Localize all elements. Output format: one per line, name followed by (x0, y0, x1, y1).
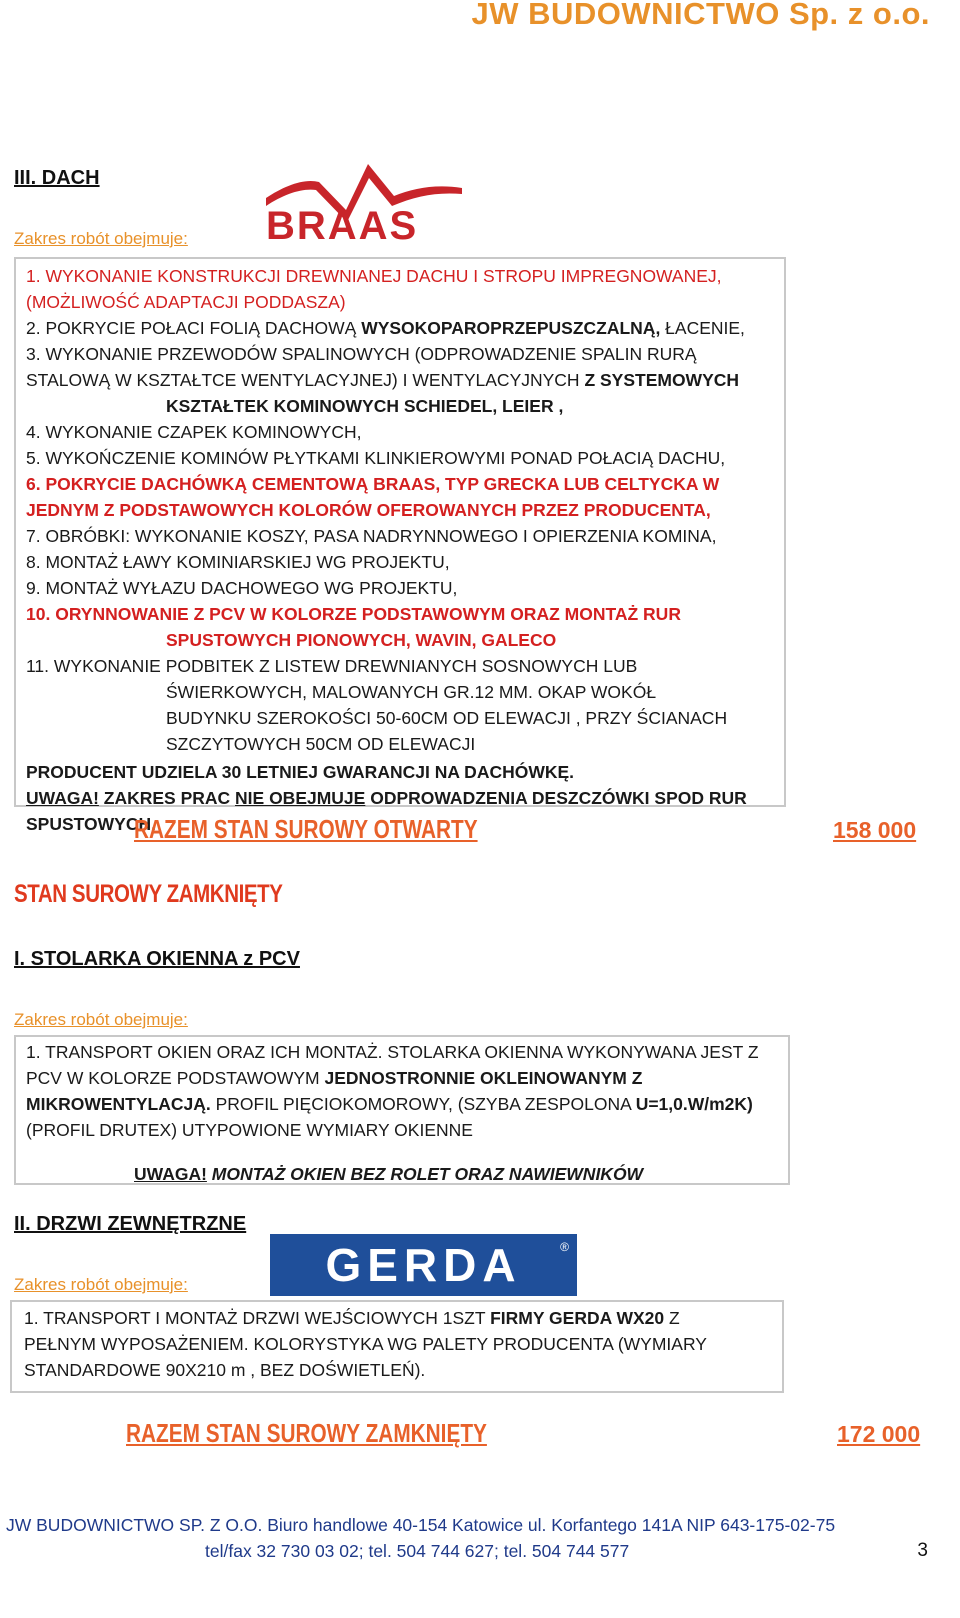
roof-line-11c: BUDYNKU SZEROKOŚCI 50-60CM OD ELEWACJI , PRZY ŚCIANACH (166, 708, 728, 728)
roof-line-3c: KSZTAŁTEK KOMINOWYCH SCHIEDEL, LEIER , (166, 396, 564, 416)
footer-phones: tel/fax 32 730 03 02; tel. 504 744 627; tel. 504 744 577 (205, 1541, 630, 1561)
windows-line-3-c: U=1,0.W/m2K) (635, 1094, 753, 1114)
roof-line-5: 5. WYKOŃCZENIE KOMINÓW PŁYTKAMI KLINKIEROWYMI PONAD POŁACIĄ DACHU, (26, 448, 726, 468)
roof-note-a: ZAKRES PRAC (98, 788, 236, 808)
roof-warranty: PRODUCENT UDZIELA 30 LETNIEJ GWARANCJI NA DACHÓWKĘ. (26, 762, 575, 782)
roof-line-6b: JEDNYM Z PODSTAWOWYCH KOLORÓW OFEROWANYCH PRZEZ PRODUCENTA, (26, 500, 711, 520)
roof-scope-label: Zakres robót obejmuje: (14, 229, 188, 248)
roof-note-b: NIE OBEJMUJE (235, 788, 366, 808)
roof-line-7: 7. OBRÓBKI: WYKONANIE KOSZY, PASA NADRYNNOWEGO I OPIERZENIA KOMINA, (26, 526, 717, 546)
windows-line-2-a: PCV W KOLORZE PODSTAWOWYM (26, 1068, 325, 1088)
windows-line-1: 1. TRANSPORT OKIEN ORAZ ICH MONTAŻ. STOLARKA OKIENNA WYKONYWANA JEST Z (26, 1042, 759, 1062)
total-open-value: 158 000 (833, 817, 917, 843)
roof-line-2 (26, 318, 745, 339)
gerda-logo (270, 1234, 577, 1296)
doors-line-3: STANDARDOWE 90X210 m , BEZ DOŚWIETLEŃ). (24, 1360, 426, 1380)
closed-state-heading: STAN SUROWY ZAMKNIĘTY (14, 880, 283, 908)
doors-line-1-b: FIRMY GERDA WX20 (490, 1308, 665, 1328)
windows-note (134, 1164, 643, 1185)
roof-line-3b-b: Z SYSTEMOWYCH (584, 370, 740, 390)
roof-line-6: 6. POKRYCIE DACHÓWKĄ CEMENTOWĄ BRAAS, TYP GRECKA LUB CELTYCKA W (26, 474, 720, 494)
roof-line-3: 3. WYKONANIE PRZEWODÓW SPALINOWYCH (ODPROWADZENIE SPALIN RURĄ (26, 344, 697, 364)
gerda-logo-text: GERDA (325, 1239, 522, 1291)
roof-line-8: 8. MONTAŻ ŁAWY KOMINIARSKIEJ WG PROJEKTU, (26, 552, 450, 572)
doors-scope-label: Zakres robót obejmuje: (14, 1275, 188, 1294)
roof-note (26, 788, 747, 809)
roof-line-4: 4. WYKONANIE CZAPEK KOMINOWYCH, (26, 422, 362, 442)
roof-line-10 (26, 604, 681, 625)
roof-line-10-a: 10. (26, 604, 56, 624)
registered-icon: ® (560, 1240, 569, 1254)
total-open-label: RAZEM STAN SUROWY OTWARTY (134, 814, 478, 844)
windows-line-2 (26, 1068, 642, 1089)
roof-line-1b: (MOŻLIWOŚĆ ADAPTACJI PODDASZA) (26, 292, 346, 312)
roof-note-c: ODPROWADZENIA DESZCZÓWKI SPOD RUR (365, 788, 747, 808)
doors-line-2: PEŁNYM WYPOSAŻENIEM. KOLORYSTYKA WG PALETY PRODUCENTA (WYMIARY (24, 1334, 707, 1354)
braas-logo-text: BRAAS (266, 204, 419, 248)
windows-line-3-a: MIKROWENTYLACJĄ. (26, 1094, 211, 1114)
roof-line-10b: SPUSTOWYCH PIONOWYCH, WAVIN, GALECO (166, 630, 557, 650)
windows-note-label: UWAGA! (134, 1164, 207, 1184)
footer-address: JW BUDOWNICTWO SP. Z O.O. Biuro handlowe 40-154 Katowice ul. Korfantego 141A NIP 643-175-02-75 (6, 1515, 836, 1535)
company-header: JW BUDOWNICTWO Sp. z o.o. (471, 0, 930, 31)
roof-note-label: UWAGA! (26, 788, 99, 808)
windows-line-2-b: JEDNOSTRONNIE OKLEINOWANYM Z (324, 1068, 643, 1088)
windows-scope-label: Zakres robót obejmuje: (14, 1010, 188, 1029)
roof-line-3b (26, 370, 739, 391)
roof-line-11d: SZCZYTOWYCH 50CM OD ELEWACJI (166, 734, 476, 754)
windows-line-4: (PROFIL DRUTEX) UTYPOWIONE WYMIARY OKIENNE (26, 1120, 473, 1140)
roof-line-2-b: WYSOKOPAROPRZEPUSZCZALNĄ, (361, 318, 661, 338)
roof-line-2-a: 2. POKRYCIE POŁACI FOLIĄ DACHOWĄ (26, 318, 362, 338)
doors-line-1-c: Z (664, 1308, 680, 1328)
page-number: 3 (917, 1540, 928, 1561)
braas-logo (264, 158, 464, 248)
doors-line-1 (24, 1308, 680, 1329)
roof-line-11: 11. WYKONANIE PODBITEK Z LISTEW DREWNIANYCH SOSNOWYCH LUB (26, 656, 638, 676)
windows-line-3 (26, 1094, 753, 1115)
roof-line-10-b: ORYNNOWANIE Z PCV W KOLORZE PODSTAWOWYM ORAZ MONTAŻ RUR (55, 604, 681, 624)
total-closed-value: 172 000 (837, 1421, 921, 1447)
total-closed-label: RAZEM STAN SUROWY ZAMKNIĘTY (126, 1418, 487, 1448)
doors-line-1-a: 1. TRANSPORT I MONTAŻ DRZWI WEJŚCIOWYCH 1SZT (24, 1308, 491, 1328)
roof-line-11b: ŚWIERKOWYCH, MALOWANYCH GR.12 MM. OKAP WOKÓŁ (166, 682, 657, 702)
windows-section-title: I. STOLARKA OKIENNA z PCV (14, 948, 300, 970)
roof-line-1: 1. WYKONANIE KONSTRUKCJI DREWNIANEJ DACHU I STROPU IMPREGNOWANEJ, (26, 266, 722, 286)
roof-section-title: III. DACH (14, 167, 100, 189)
doors-section-title: II. DRZWI ZEWNĘTRZNE (14, 1213, 247, 1235)
roof-line-9: 9. MONTAŻ WYŁAZU DACHOWEGO WG PROJEKTU, (26, 578, 458, 598)
roof-line-2-c: ŁACENIE, (660, 318, 745, 338)
roof-note-end: SPUSTOWYCH. (26, 814, 156, 834)
roof-line-3b-a: STALOWĄ W KSZTAŁTCE WENTYLACYJNEJ) I WENTYLACYJNYCH (26, 370, 585, 390)
windows-line-3-b: PROFIL PIĘCIOKOMOROWY, (SZYBA ZESPOLONA (210, 1094, 636, 1114)
windows-note-text: MONTAŻ OKIEN BEZ ROLET ORAZ NAWIEWNIKÓW (206, 1164, 644, 1184)
